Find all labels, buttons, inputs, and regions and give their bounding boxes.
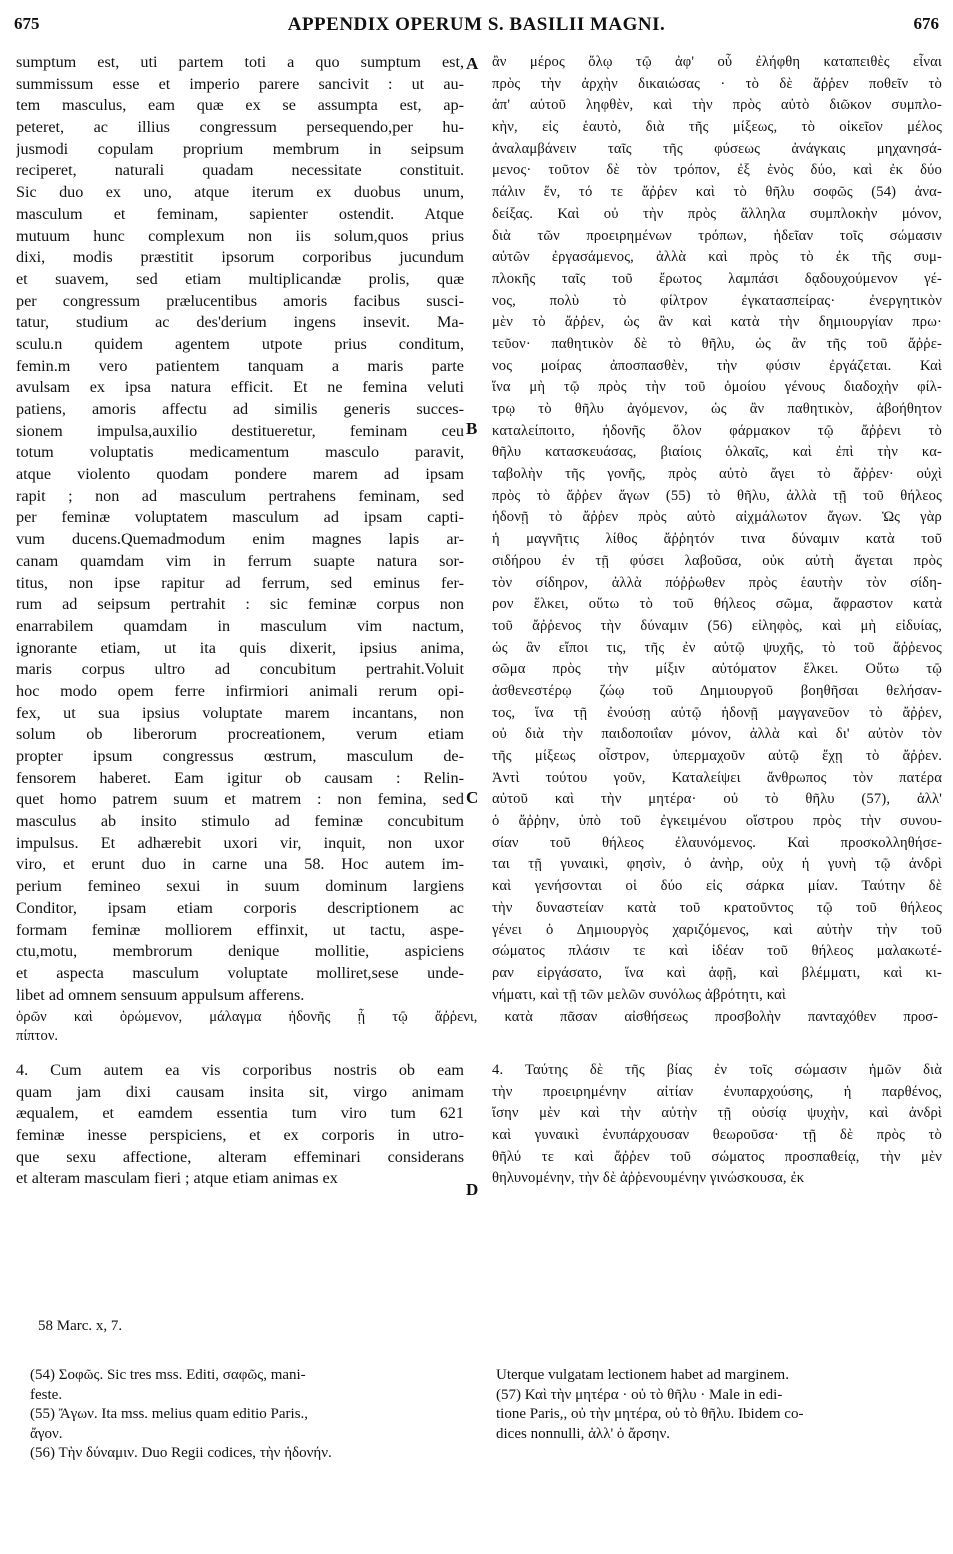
text-line: πάλιν ἕν, τό τε ἄῤῥεν καὶ τὸ θῆλυ σοφῶς (54) ἀνα-	[492, 184, 942, 201]
text-line: θηλυνομένην, τὴν δὲ ἀῤῥενουμένην γινώσκουσα, ἐκ	[492, 1170, 805, 1187]
text-line: sionem impulsa,auxilio destitueretur, feminam ceu	[16, 421, 464, 440]
text-line: τρῳ τὸ θῆλυ ἀγόμενον, ὡς ἂν παθητικὸν, ἀβοήθητον	[492, 401, 942, 417]
text-line: quet homo patrem suum et matrem : non femina, sed	[16, 790, 464, 809]
text-line: mutuum hunc complexum non iis solum,quos prius	[16, 226, 464, 245]
text-line: sumptum est, uti partem toti a quo sumptum est,	[16, 53, 464, 71]
text-line: fex, ut sua ipsius voluptate marem incantans, non	[16, 703, 464, 722]
text-line: πρὸς τὸ ἄῤῥεν ἄγων (55) τὸ θῆλυ, ἀλλὰ τῇ τοῦ θήλεος	[492, 487, 942, 504]
text-line: que sexu affectione, alteram effeminari considerans	[16, 1147, 464, 1166]
text-line: 4. Cum autem ea vis corporibus nostris ob eam	[16, 1061, 464, 1079]
text-line: Ἀντὶ τούτου γοῦν, Καταλείψει ἄνθρωπος τὸν πατέρα	[492, 769, 942, 786]
text-line: fensorem haberet. Eam igitur ob causam : Relin-	[16, 768, 464, 787]
text-line: patiens, amoris affectu ad similis generis succes-	[16, 400, 464, 418]
text-line: ται τῇ γυναικὶ, φησὶν, ὁ ἀνὴρ, οὐχ ἡ γυνὴ τῷ ἀνδρὶ	[492, 856, 942, 873]
text-line: τὸν σίδηρον, ἀλλὰ πόῤῥωθεν πρὸς ἑαυτὴν τὸν σίδη-	[492, 574, 942, 591]
text-line: dices nonnulli, ἀλλ' ὁ ἄρσην.	[496, 1425, 670, 1442]
text-line: solum ob liberorum procreationem, verum etiam	[16, 725, 464, 744]
text-line: (56) Τὴν δύναμιν. Duo Regii codices, τὴν ἡδονήν.	[30, 1445, 332, 1461]
scripture-footnote: 58 Marc. x, 7.	[38, 1318, 123, 1334]
text-line: dixi, modis præstitit ipsorum corporibus jucundum	[16, 248, 464, 267]
text-line: ρον ἕλκει, οὕτω τὸ τοῦ θήλεος σῶμα, ἄφραστον κατὰ	[492, 596, 942, 613]
text-line: impulsus. Et adhærebit uxori vir, inquit, non uxor	[16, 833, 464, 852]
text-line: summissum esse et imperio parere sancivit : ut au-	[16, 74, 464, 93]
text-line: δείξας. Καὶ οὐ τὴν πρὸς ἄλληλα συμπλοκὴν μόνον,	[492, 205, 942, 222]
text-line: per congressum prælucentibus amoris facibus susci-	[16, 291, 464, 310]
latin-section-4	[16, 1060, 464, 1190]
text-line: σῶμα πρὸς τὴν μίξιν αὐτόματον ἕλκει. Οὕτω τῷ	[492, 661, 942, 678]
text-line: Sic duo ex uno, atque iterum ex duobus unum,	[16, 183, 464, 202]
text-line: σίαν τοῦ θήλεος ἐλαυνόμενος. Καὶ προσκολληθήσε-	[492, 834, 942, 851]
text-line: ἵνα μὴ τῷ πρὸς τὴν τοῦ ὁμοίου γένους διαδοχὴν φίλ-	[492, 379, 942, 396]
text-line: feste.	[30, 1386, 63, 1403]
margin-letter-c: C	[466, 788, 479, 807]
text-line: τοῦ ἄῤῥενος τὴν δύναμιν (56) εἰληφὸς, καὶ μὴ εἰδυίας,	[492, 617, 942, 634]
margin-letter-d: D	[466, 1180, 479, 1199]
text-line: et suavem, sed etiam multiplicandæ prolis, quæ	[16, 269, 464, 288]
running-title: APPENDIX OPERUM S. BASILII MAGNI.	[287, 14, 666, 35]
text-line: ὁ ἄῤῥην, ὑπὸ τοῦ ἐγκειμένου οἴστρου πρὸς τὴν συνου-	[492, 813, 942, 830]
text-line: enarrabilem quamdam in masculum vim nactum,	[16, 616, 464, 635]
text-line: γένει ὁ Δημιουργὸς χαριζόμενος, καὶ αὐτὴν τὴν τοῦ	[492, 921, 942, 938]
margin-letter-b: B	[466, 419, 478, 438]
text-line: et alteram masculam fieri ; atque etiam animas ex	[16, 1169, 338, 1188]
spanning-line-end: πίπτον.	[16, 1028, 59, 1044]
text-line: ἀσθενεστέρῳ ζώῳ τοῦ Δημιουργοῦ βοηθῆσαι θελήσαν-	[492, 682, 942, 699]
text-line: κὴν, εἰς ἑαυτὸ, διὰ τῆς μίξεως, τὸ οἰκεῖον μέλος	[492, 119, 942, 136]
text-line: rum ad seipsum pertrahit : sic feminæ corpus non	[16, 595, 464, 614]
text-line: σώματος πλάσιν τε καὶ ἰδέαν τοῦ θήλεος μαλακωτέ-	[492, 943, 942, 960]
text-line: Uterque vulgatam lectionem habet ad marginem.	[496, 1367, 789, 1383]
text-line: (57) Καὶ τὴν μητέρα · οὐ τὸ θῆλυ · Male in edi-	[496, 1386, 783, 1403]
text-line: καὶ γυναικὶ ἐνυπάρχουσαν θεωροῦσα· τῇ δὲ πρὸς τὸ	[492, 1127, 942, 1144]
text-line: ἡ μαγνῆτις λίθος ἄῤῥητόν τινα δύναμιν κατὰ τοῦ	[492, 531, 942, 548]
text-line: titus, non ipse rapitur ad ferrum, sed eminus fer-	[16, 573, 464, 592]
text-line: maris corpus ultro ad concubitum pertrahit.Voluit	[16, 660, 464, 679]
text-line: τεῦον· παθητικὸν δὲ τὸ θῆλυ, ὡς ἂν τῆς τοῦ ἄῤῥε-	[492, 335, 942, 352]
text-line: femin.m vero patientem tanquam a maris parte	[16, 356, 464, 375]
text-line: peteret, ac illius congressum persequendo,per hu-	[16, 118, 464, 137]
critical-notes-right	[496, 1366, 936, 1444]
text-line: νος, πολὺ τὸ φίλτρον ἐγκατασπείρας· ἐνεργητικὸν	[492, 292, 942, 309]
text-line: ραν εἰργάσατο, ἵνα καὶ ἁφῇ, καὶ βλέμματι, καὶ κι-	[492, 964, 942, 981]
text-line: διὰ τῶν προειρημένων τρόπων, ἡδεῖαν τοῖς σώμασιν	[492, 227, 942, 244]
text-line: νήματι, καὶ τῇ τῶν μελῶν συνόλως ἁβρότητι, καὶ	[492, 986, 787, 1003]
text-line: αὐτοῦ καὶ τὴν μητέρα· οὐ τὸ θῆλυ (57), ἀλλ'	[492, 791, 942, 808]
text-line: πλοκῆς ταῖς τοῦ ἔρωτος λαμπάσι δᾳδουχούμενον γέ-	[492, 270, 942, 287]
text-line: μὲν τὸ ἄῤῥεν, ὡς ἂν καὶ κατὰ τὴν δημιουργίαν πρω·	[492, 314, 942, 331]
text-line: canam quamdam vim in ferrum suapte natura sor-	[16, 551, 464, 570]
text-line: tione Paris,, οὐ τὴν μητέρα, οὐ τὸ θῆλυ. Ibidem co-	[496, 1406, 804, 1422]
text-line: feminæ inesse perspiciens, et ex corporis in utro-	[16, 1126, 464, 1145]
greek-section-4	[492, 1060, 942, 1190]
text-line: rapit ; non ad masculum pertrahens feminam, sed	[16, 486, 464, 505]
text-line: per feminæ voluptatem masculum ad ipsam capti-	[16, 508, 464, 527]
text-line: θῆλύ τε καὶ ἄῤῥεν τοῦ σώματος προσπαθείᾳ, τὴν μὲν	[492, 1148, 942, 1165]
text-line: masculus ab insito stimulo ad feminæ concubitum	[16, 812, 464, 831]
text-line: σιδήρου ἐν τῇ φύσει λαβοῦσα, οὐκ αὐτὴ ἄγεται πρὸς	[492, 552, 942, 569]
latin-column	[16, 52, 464, 1006]
text-line: ignorante etiam, ut ita quis dixerit, ipsius anima,	[16, 638, 464, 657]
text-line: θῆλυ κατασκευάσας, βιαίοις ὁλκαῖς, καὶ ἐπὶ τὴν κα-	[492, 444, 942, 461]
text-line: αὐτῶν ἐργασάμενος, ἀλλὰ καὶ πρὸς τὸ ἐκ τῆς συμ-	[492, 249, 942, 266]
text-line: tem masculus, eam quæ ex se assumpta est, ap-	[16, 96, 464, 115]
text-line: viro, et erunt duo in carne una 58. Hoc autem im-	[16, 855, 464, 874]
text-line: (55) Ἄγων. Ita mss. melius quam editio Paris.,	[30, 1406, 309, 1422]
text-line: τὴν δυναστείαν κατὰ τοῦ κρατοῦντος τῷ τοῦ θήλεος	[492, 899, 942, 916]
page-header	[14, 14, 939, 40]
text-line: ὡς ἂν εἴποι τις, τῆς ἐν αὐτῷ ψυχῆς, τὸ τοῦ ἄῤῥενος	[492, 639, 942, 656]
text-line: ctu,motu, membrorum denique mollitie, aspiciens	[16, 942, 464, 961]
text-line: μενος· τοῦτον δὲ τὸν τρόπον, ἐξ ἑνὸς δύο, καὶ ἐκ δύο	[492, 162, 942, 179]
text-line: vum ducens.Quemadmodum enim magnes lapis ar-	[16, 530, 464, 549]
text-line: τὴν προειρημένην αἰτίαν ἐνυπαρχούσης, ἡ παρθένος,	[492, 1083, 942, 1100]
text-line: perium femineo sexui in suum dominum largiens	[16, 877, 464, 896]
text-line: καὶ γενήσονται οἱ δύο εἰς σάρκα μίαν. Ταύτην δὲ	[492, 878, 942, 895]
text-line: formam feminæ molliorem effinxit, ut tactu, aspe-	[16, 920, 464, 939]
text-line: jusmodi copulam proprium membrum in seipsum	[16, 139, 464, 158]
text-line: τος, ἵνα τῇ ἐνούσῃ αὐτῷ ἡδονῇ μαγγανεῦον τὸ ἄῤῥεν,	[492, 704, 942, 721]
text-line: ταβολὴν τῆς γονῆς, πρὸς αὐτὸ ἄγει τὸ ἄῤῥεν· οὐχὶ	[492, 466, 942, 483]
text-line: καταλείποιτο, ἡδονῆς ὅλον φάρμακον τῷ ἄῤῥενι τὸ	[492, 422, 942, 439]
text-line: ἴσην μὲν καὶ τὴν αὐτὴν τῇ οὐσίᾳ ψυχὴν, καὶ ἀνδρὶ	[492, 1105, 942, 1122]
text-line: avulsam ex ipsa natura efficit. Et ne femina veluti	[16, 378, 464, 397]
text-line: et aspecta masculum voluptate molliret,sese unde-	[16, 963, 464, 982]
text-line: νος μοίρας ἀποσπασθὲν, τὴν φύσιν ἐργάζεται. Καὶ	[492, 357, 942, 374]
text-line: reciperet, naturali quadam necessitate constituit.	[16, 161, 464, 180]
page-number-left: 675	[14, 14, 40, 33]
margin-letter-a: A	[466, 54, 479, 73]
text-line: tatur, studium ac des'derium ingens insevit. Ma-	[16, 313, 464, 332]
text-line: ἄγον.	[30, 1425, 63, 1442]
text-line: hoc modo opem ferre infirmiori animali rerum opi-	[16, 681, 464, 700]
greek-column	[492, 52, 942, 1006]
page-number-right: 676	[913, 14, 939, 33]
text-line: 4. Ταύτης δὲ τῆς βίας ἐν τοῖς σώμασιν ἡμῶν διὰ	[492, 1062, 942, 1078]
text-line: propter ipsum congressus œstrum, masculum de-	[16, 747, 464, 765]
text-line: masculum et feminam, sapienter ostendit. Atque	[16, 204, 464, 223]
text-line: sculu.n quidem agentem utpote prius conditum,	[16, 334, 464, 353]
text-line: (54) Σοφῶς. Sic tres mss. Editi, σαφῶς, mani-	[30, 1367, 306, 1383]
text-line: libet ad omnem sensuum appulsum afferens.	[16, 985, 305, 1004]
text-line: totum voluptatis medicamentum masculo paravit,	[16, 443, 464, 462]
text-line: æqualem, et eamdem essentia tum viro tum 621	[16, 1104, 464, 1123]
text-line: Conditor, ipsam etiam corporis descriptionem ac	[16, 898, 464, 917]
text-line: ἂν μέρος ὅλῳ τῷ ἀφ' οὗ ἐλήφθη καταπειθὲς εἶναι	[492, 54, 942, 70]
text-line: οὐ διὰ τὴν παιδοποιΐαν μόνον, ἀλλὰ καὶ δι' αὐτὸν τὸν	[492, 726, 942, 743]
spanning-line: ὁρῶν καὶ ὁρώμενον, μάλαγμα ἡδονῆς ᾖ τῷ ἄῤῥενι, κατὰ πᾶσαν αἰσθήσεως προσβολὴν πανταχόθεν προσ-	[16, 1009, 938, 1025]
text-line: atque violento quodam pondere marem ad ipsam	[16, 465, 464, 484]
text-line: τῆς μίξεως οἶστρον, ὑπερμαχοῦν αὐτῷ ἔχῃ τὸ ἄῤῥεν.	[492, 748, 942, 764]
text-line: ἀναλαμβάνειν ταῖς τῆς φύσεως ἀνάγκαις μηχανησά-	[492, 140, 942, 157]
critical-notes-left	[30, 1366, 470, 1464]
text-line: πρὸς τὴν ἀρχὴν δικαιώσας · τὸ δὲ ἄῤῥεν ποθεῖν τὸ	[492, 75, 942, 92]
text-line: ἀπ' αὐτοῦ ληφθὲν, καὶ τὴν πρὸς αὐτὸ διῶκον συμπλο-	[492, 97, 942, 114]
text-line: quam jam dixi causam insita sit, virgo animam	[16, 1082, 464, 1101]
text-line: ἡδονῇ τὸ ἄῤῥεν πρὸς αὐτὸ αἰχμάλωτον ἄγων. Ὡς γὰρ	[492, 509, 942, 526]
